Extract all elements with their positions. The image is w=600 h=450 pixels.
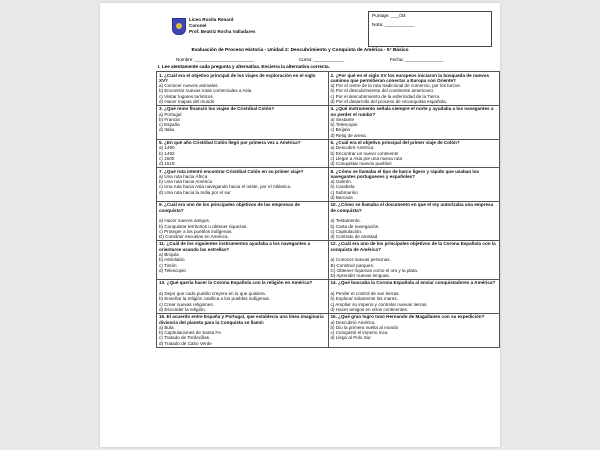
answer-option[interactable]: a) Descubrir América	[330, 145, 374, 151]
answer-option[interactable]: d) Conquistar nuevos pueblos	[330, 161, 392, 167]
answer-option[interactable]: c) Ampliar su imperio y controlar nuevas tierras.	[330, 301, 428, 307]
exam-title: Evaluación de Proceso Historia - Unidad 2: Descubrimiento y Conquista de América - 5° Básico	[191, 48, 409, 53]
answer-option[interactable]: d) 1519	[159, 161, 175, 167]
instructions: I. Lee atentamente cada pregunta y alternativa. Encierra la alternativa correcta.	[158, 64, 330, 69]
question-row	[157, 313, 500, 347]
answer-option[interactable]: b) Una ruta hacia América	[159, 179, 213, 185]
question-row	[157, 240, 500, 279]
question-cell	[157, 72, 329, 106]
answer-option[interactable]: B) Construir parques.	[330, 262, 375, 268]
answer-option[interactable]: a) Descubrió América	[330, 319, 375, 325]
answer-option[interactable]: d) Esconder la religión.	[159, 306, 206, 312]
answer-option[interactable]: a) Una ruta hacia África	[159, 173, 208, 179]
answer-option[interactable]: a) Dejar que cada pueblo creyera en lo que quisiera.	[159, 291, 266, 297]
school-crest-icon	[172, 18, 186, 35]
answer-option[interactable]: a) Perder el control de sus tierras.	[330, 291, 400, 297]
answer-option[interactable]: d) Por el desarrollo del proceso de reconquista española.	[330, 98, 447, 104]
question-text: 12. ¿Cuál era uno de los principales objetivos de la Corona Española con la conquista de América?	[330, 241, 496, 252]
answer-option[interactable]: d) Tratado de Cabo Verde	[159, 340, 212, 346]
answer-option[interactable]: b) Telescopio	[330, 122, 358, 128]
answer-option[interactable]: b) Astrolabio	[159, 257, 185, 263]
question-cell	[328, 201, 500, 240]
answer-option[interactable]: a) Sextante	[330, 116, 354, 122]
question-cell	[157, 139, 329, 167]
answer-option[interactable]: D) Construir escuelas en América.	[159, 234, 229, 240]
school-header	[189, 17, 255, 35]
answer-option[interactable]: a) Hacer nuevos amigos.	[159, 218, 211, 224]
answer-option[interactable]: C) Obtener riquezas como el oro y la plata.	[330, 267, 419, 273]
answer-option[interactable]: c) Una ruta hacia Asia navegando hacia el oeste, por el Atlántico.	[159, 184, 292, 190]
question-cell	[157, 313, 329, 347]
answer-option[interactable]: a) Conocer nuevas personas.	[330, 257, 391, 263]
answer-option[interactable]: c) Proteger a los pueblos indígenas.	[159, 228, 233, 234]
answer-option[interactable]: b) Carabela	[330, 184, 355, 190]
question-cell	[328, 139, 500, 167]
question-cell	[157, 105, 329, 139]
question-text: 1. ¿Cuál era el objetivo principal de los viajes de exploración en el siglo XV?	[159, 72, 316, 83]
question-cell	[157, 240, 329, 279]
answer-option[interactable]: d) Barcaza	[330, 195, 353, 201]
question-text: 3. ¿Qué reino financió los viajes de Cristóbal Colón?	[159, 106, 275, 112]
answer-option[interactable]: d) Llegó al Polo Sur	[330, 335, 371, 341]
answer-option[interactable]: a) 1490	[159, 145, 175, 151]
answer-option[interactable]: c) Visitar lugares turísticos	[159, 93, 213, 99]
answer-option[interactable]: c) Brújula	[330, 127, 350, 133]
question-cell	[157, 168, 329, 202]
question-text: 8. ¿Cómo se llamaba el tipo de barco ligero y rápido que usaban los navegantes portugueses y españoles?	[330, 168, 480, 179]
answer-option[interactable]: b) Enseñar la religión católica a los pueblos indígenas.	[159, 296, 271, 302]
answer-option[interactable]: c) 1500	[159, 155, 175, 161]
answer-option[interactable]: d) Hacer mapas del mundo	[159, 98, 215, 104]
answer-option[interactable]: c) España	[159, 122, 180, 128]
name-field: Nombre: _______________________	[176, 57, 254, 62]
question-cell	[328, 279, 500, 313]
school-city: Coronel	[189, 23, 207, 28]
answer-option[interactable]: c) Submarino	[330, 189, 358, 195]
answer-option[interactable]: b) Por el descubrimiento del continente americano.	[330, 88, 435, 94]
answer-option[interactable]: b) Explorar solamente los mares.	[330, 296, 398, 302]
answer-option[interactable]: a) Testamento.	[330, 218, 361, 224]
question-text: 2. ¿Por qué en el siglo XV los europeos iniciaron la búsqueda de nuevos caminos que permitieran conectar a Europa con Oriente?	[330, 72, 490, 83]
school-name: Liceo Rosita Renard	[189, 17, 234, 22]
question-cell	[328, 168, 500, 202]
question-cell	[157, 279, 329, 313]
answer-option[interactable]: b) Francia	[159, 116, 180, 122]
question-text: 4. ¿Qué instrumento señala siempre el norte y ayudaba a los navegantes a no perder el rumbo?	[330, 106, 494, 117]
answer-option[interactable]: b) Encontrar nuevas rutas comerciales a Asia	[159, 88, 252, 94]
question-text: 16. ¿Qué gran logro tuvo Hernando de Magallanes con su expedición?	[330, 314, 485, 320]
teacher-name: Prof. Beatriz Rocha Valladares	[189, 29, 256, 34]
answer-option[interactable]: a) Por el cierre de la ruta tradicional de comercio, por los turcos.	[330, 83, 461, 89]
answer-option[interactable]: b) Dio la primera vuelta al mundo	[330, 324, 399, 330]
exam-page	[100, 3, 500, 447]
question-cell	[328, 105, 500, 139]
answer-option[interactable]: a) Portugal	[159, 111, 182, 117]
answer-option[interactable]: d) Reloj de arena.	[330, 132, 368, 138]
answer-option[interactable]: d) Telescopio	[159, 267, 186, 273]
answer-option[interactable]: d) Hacer amigos en otros continentes.	[330, 306, 409, 312]
answer-option[interactable]: c) Por el descubrimiento de la esfericidad de la Tierra.	[330, 93, 441, 99]
answer-option[interactable]: b) Conquistar territorios u obtener riquezas.	[159, 223, 248, 229]
question-text: 7. ¿Qué ruta intentó encontrar Cristóbal Colón en su primer viaje?	[159, 168, 304, 174]
score-box	[368, 11, 492, 47]
answer-option[interactable]: c) Crear nuevas religiones.	[159, 301, 214, 307]
question-text: 10. ¿Cómo se llamaba el documento en que el rey autorizaba una empresa de conquista?	[330, 202, 494, 213]
course-field: Curso: ____________	[298, 57, 345, 62]
date-field: Fecha: _______________	[389, 57, 444, 62]
question-text: 14. ¿Qué buscaba la Corona Española al enviar conquistadores a América?	[330, 280, 496, 286]
answer-option[interactable]: D) Aprender nuevas lenguas.	[330, 273, 391, 279]
answer-option[interactable]: b) 1492	[159, 150, 175, 156]
question-row	[157, 168, 500, 202]
question-cell	[328, 72, 500, 106]
answer-option[interactable]: d) Italia	[159, 127, 175, 133]
student-fields	[176, 57, 443, 62]
answer-option[interactable]: c) Capitulación.	[330, 228, 363, 234]
question-text: 11. ¿Cuál de los siguientes instrumentos ayudaba a los navegantes a orientarse usando las estrellas?	[159, 241, 311, 252]
question-text: 13. ¿Qué quería hacer la Corona Española con la religión en América?	[159, 280, 313, 286]
answer-option[interactable]: a) Brújula	[159, 252, 179, 257]
answer-option[interactable]: c) Llegar a Asia por una nueva ruta	[330, 155, 403, 161]
answer-option[interactable]: c) Tratado de Tordecillas.	[159, 335, 211, 341]
question-row	[157, 72, 500, 106]
question-cell	[328, 313, 500, 347]
questions-table	[156, 71, 500, 348]
question-row	[157, 139, 500, 167]
answer-option[interactable]: b) Capitulaciones de Santa Fe.	[159, 330, 223, 336]
question-row	[157, 201, 500, 240]
question-text: 15. El acuerdo entre España y Portugal, que establecía una línea imaginaria divisoria del planeta para la Conquista se llamó:	[159, 314, 324, 325]
answer-option[interactable]: d) Contrato de amistad.	[330, 234, 379, 240]
answer-option[interactable]: a) Galeón.	[330, 179, 352, 185]
answer-option[interactable]: b) Encontrar un nuevo continente	[330, 150, 399, 156]
question-text: 6. ¿Cuál era el objetivo principal del primer viaje de Colón?	[330, 140, 460, 146]
points-line: Puntaje: ___/34	[372, 14, 406, 19]
question-text: 5. ¿En qué año Cristóbal Colón llegó por primera vez a América?	[159, 140, 301, 146]
question-row	[157, 105, 500, 139]
question-cell	[328, 240, 500, 279]
grade-line: Nota: ___________	[372, 23, 415, 28]
answer-option[interactable]: c) Timón	[159, 262, 177, 268]
answer-option[interactable]: d) Una ruta hacia la India por el sur	[159, 189, 231, 195]
question-row	[157, 279, 500, 313]
answer-option[interactable]: a) Bula.	[159, 324, 175, 330]
answer-option[interactable]: c) Conquistó el imperio Inca	[330, 330, 388, 336]
question-text: 9. ¿Cuál era uno de los principales objetivos de las empresas de conquista?	[159, 202, 300, 213]
question-cell	[157, 201, 329, 240]
answer-option[interactable]: b) Carta de navegación.	[330, 223, 380, 229]
answer-option[interactable]: a) Conocer nuevos animales.	[159, 83, 219, 89]
